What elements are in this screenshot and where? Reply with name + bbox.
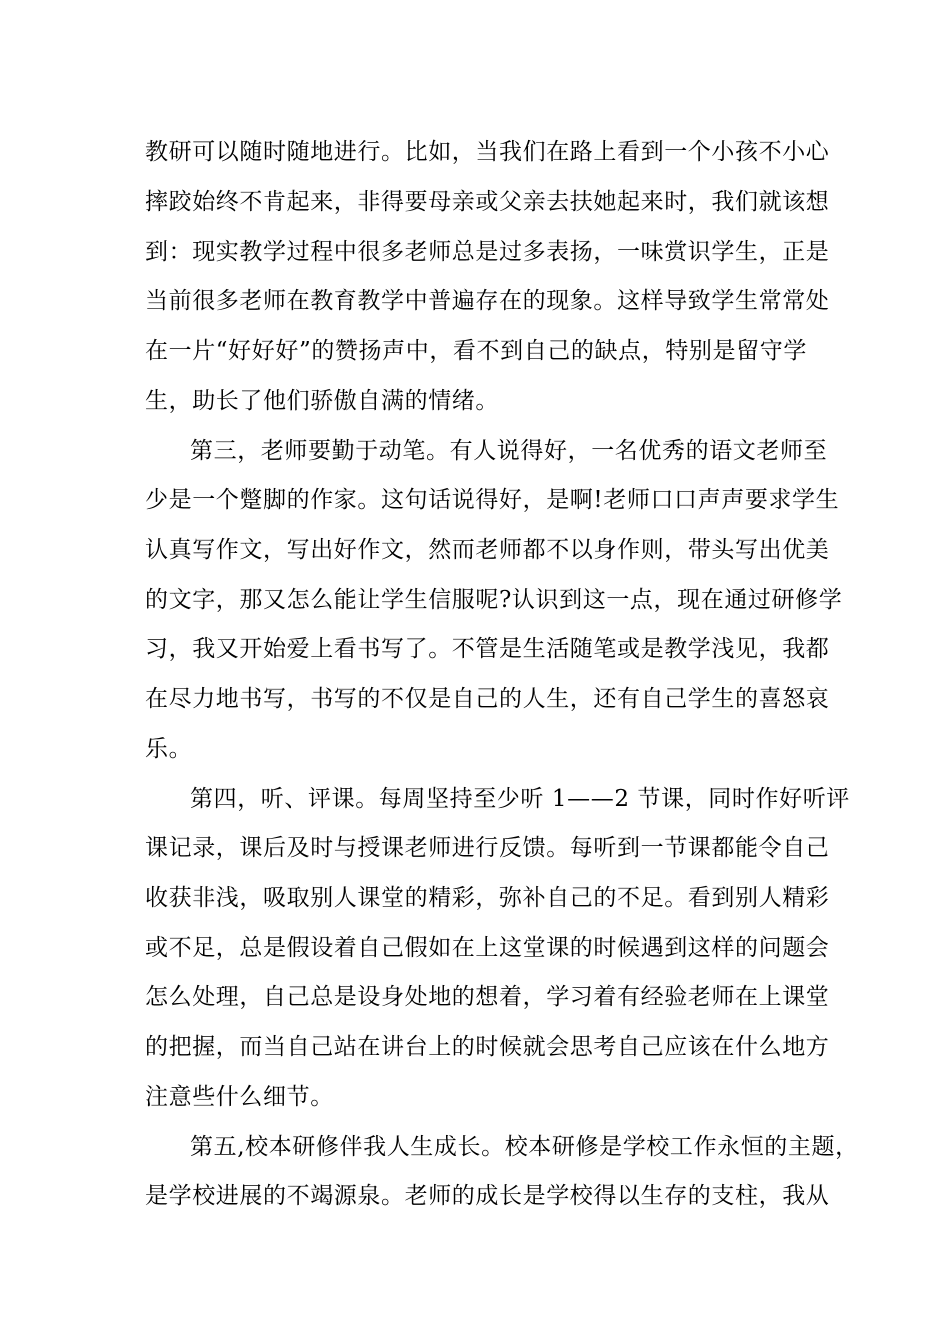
- paragraph-first-line: 第三，老师要勤于动笔。有人说得好，一名优秀的语文老师至: [190, 438, 828, 464]
- text-line: 课记录，课后及时与授课老师进行反馈。每听到一节课都能令自己: [145, 835, 830, 861]
- paragraph-first-line: 第四，听、评课。每周坚持至少听 1——2 节课，同时作好听评: [190, 786, 850, 812]
- text-line: 在一片“好好好”的赞扬声中，看不到自己的缺点，特别是留守学: [145, 338, 807, 364]
- text-line: 乐。: [145, 736, 193, 762]
- text-line: 摔跤始终不肯起来，非得要母亲或父亲去扶她起来时，我们就该想: [145, 189, 830, 215]
- text-line: 是学校进展的不竭源泉。老师的成长是学校得以生存的支柱，我从: [145, 1183, 830, 1209]
- text-line: 教研可以随时随地进行。比如，当我们在路上看到一个小孩不小心: [145, 139, 830, 165]
- text-line: 在尽力地书写，书写的不仅是自己的人生，还有自己学生的喜怒哀: [145, 686, 830, 712]
- text-line: 收获非浅，吸取别人课堂的精彩，弥补自己的不足。看到别人精彩: [145, 885, 830, 911]
- text-line: 当前很多老师在教育教学中普遍存在的现象。这样导致学生常常处: [145, 288, 830, 314]
- text-line: 注意些什么细节。: [145, 1084, 334, 1110]
- text-line: 习，我又开始爱上看书写了。不管是生活随笔或是教学浅见，我都: [145, 636, 830, 662]
- text-line: 的文字，那又怎么能让学生信服呢?认识到这一点，现在通过研修学: [145, 587, 843, 613]
- text-line: 生，助长了他们骄傲自满的情绪。: [145, 388, 499, 414]
- text-line: 或不足，总是假设着自己假如在上这堂课的时候遇到这样的问题会: [145, 935, 830, 961]
- text-line: 怎么处理，自己总是设身处地的想着，学习着有经验老师在上课堂: [145, 984, 830, 1010]
- text-line: 到：现实教学过程中很多老师总是过多表扬，一味赏识学生，正是: [145, 239, 830, 265]
- text-line: 的把握，而当自己站在讲台上的时候就会思考自己应该在什么地方: [145, 1034, 830, 1060]
- text-line: 认真写作文，写出好作文，然而老师都不以身作则，带头写出优美: [145, 537, 830, 563]
- paragraph-first-line: 第五,校本研修伴我人生成长。校本研修是学校工作永恒的主题，: [190, 1134, 859, 1160]
- text-line: 少是一个蹩脚的作家。这句话说得好，是啊!老师口口声声要求学生: [145, 487, 840, 513]
